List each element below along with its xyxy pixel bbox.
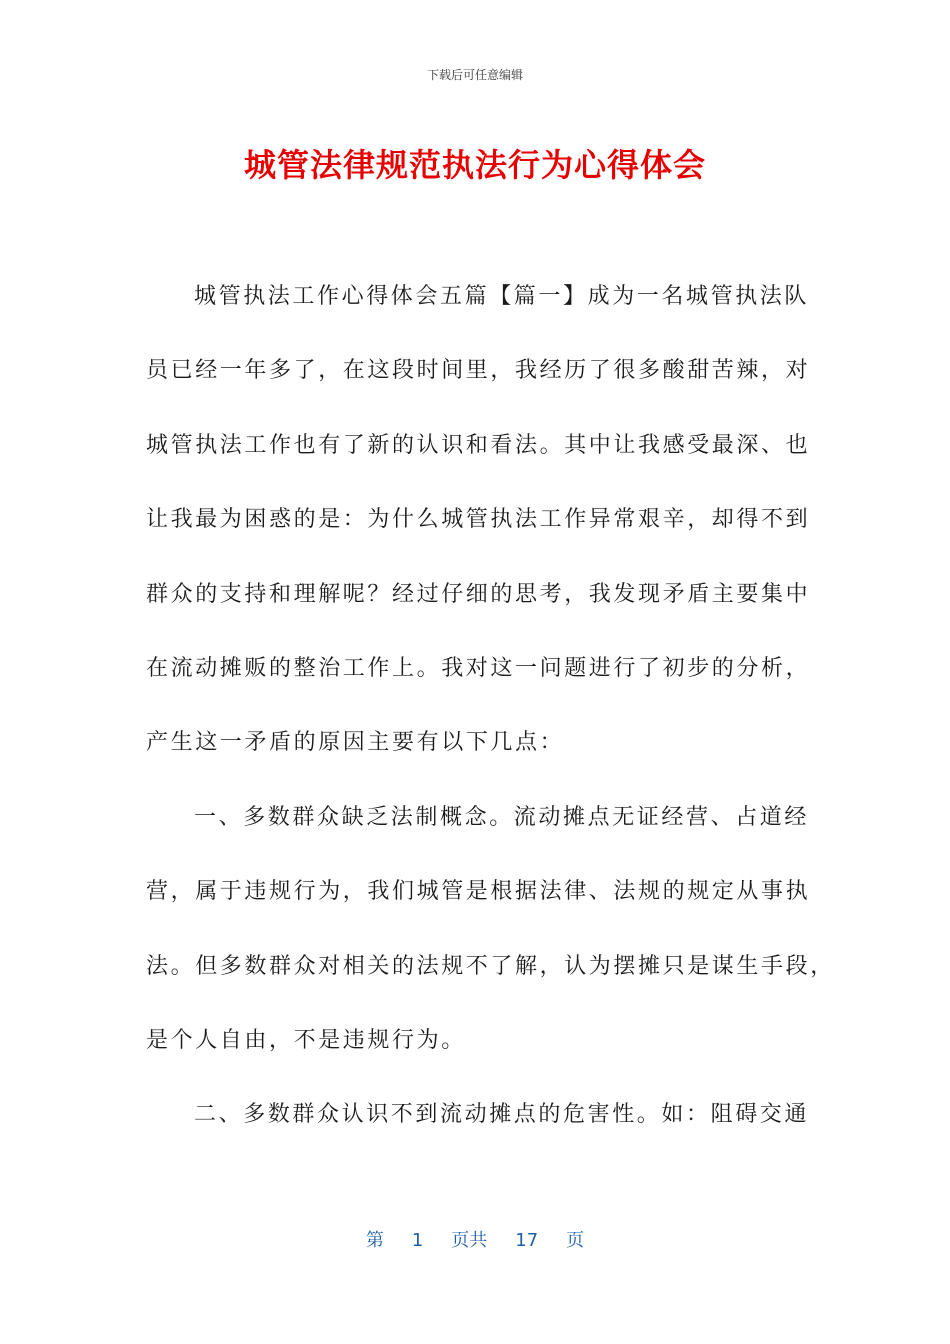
body-line-1: 城管执法工作心得体会五篇【篇一】成为一名城管执法队 [194, 284, 810, 309]
body-line-10: 法。但多数群众对相关的法规不了解，认为摆摊只是谋生手段， [146, 953, 835, 979]
body-line-8: 一、多数群众缺乏法制概念。流动摊点无证经营、占道经 [194, 804, 810, 830]
page-footer [0, 1226, 950, 1252]
body-line-12: 二、多数群众认识不到流动摊点的危害性。如：阻碍交通 [194, 1102, 810, 1128]
body-line-6: 在流动摊贩的整治工作上。我对这一问题进行了初步的分析， [146, 655, 811, 681]
footer-middle: 页共 [451, 1230, 488, 1251]
body-line-11: 是个人自由，不是违规行为。 [146, 1027, 466, 1053]
body-line-4: 让我最为困惑的是：为什么城管执法工作异常艰辛，却得不到 [146, 507, 811, 533]
body-line-9: 营，属于违规行为，我们城管是根据法律、法规的规定从事执 [146, 879, 811, 905]
total-pages-number: 17 [515, 1230, 539, 1251]
body-line-7: 产生这一矛盾的原因主要有以下几点： [146, 730, 565, 756]
header-note: 下载后可任意编辑 [426, 68, 523, 82]
body-line-5: 群众的支持和理解呢？经过仔细的思考，我发现矛盾主要集中 [146, 581, 811, 607]
body-line-3: 城管执法工作也有了新的认识和看法。其中让我感受最深、也 [146, 432, 811, 458]
document-title: 城管法律规范执法行为心得体会 [243, 146, 706, 184]
document-body [146, 272, 835, 1165]
current-page-number: 1 [411, 1230, 424, 1251]
body-line-2: 员已经一年多了，在这段时间里，我经历了很多酸甜苦辣，对 [146, 358, 811, 384]
footer-suffix: 页 [566, 1230, 585, 1251]
footer-prefix: 第 [365, 1230, 384, 1251]
